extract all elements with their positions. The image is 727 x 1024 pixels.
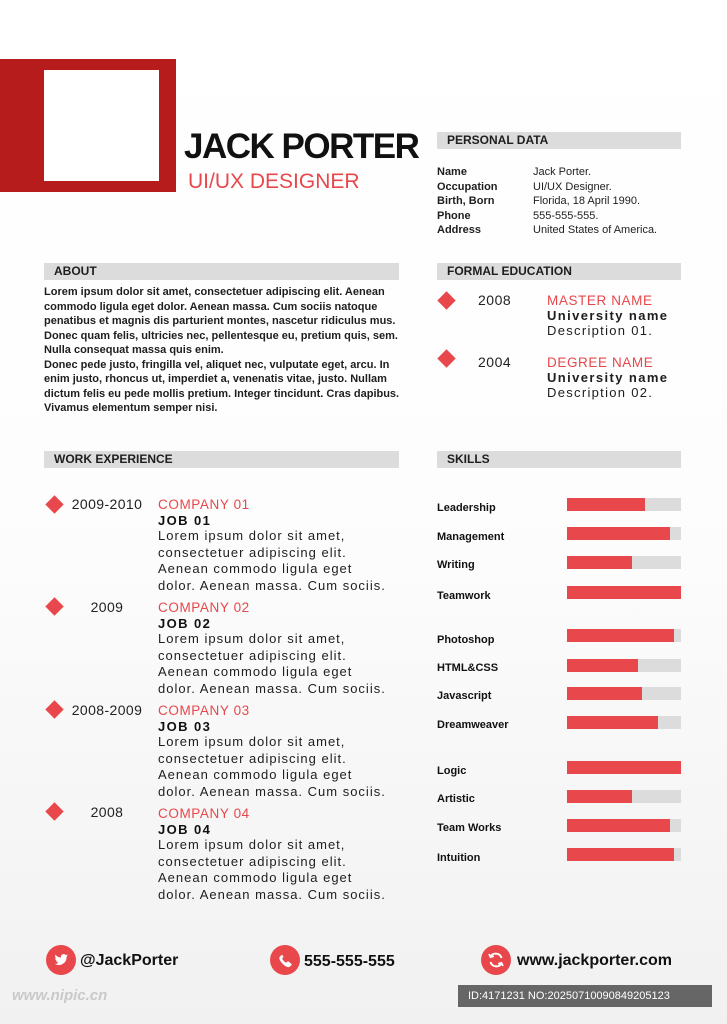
personal-data-value: 555-555-555.: [533, 209, 599, 222]
job-item: [158, 806, 408, 903]
skill-bar-fill: [567, 761, 681, 774]
skill-bar-fill: [567, 498, 645, 511]
about-paragraph: Donec pede justo, fringilla vel, aliquet nec, vulputate eget, arcu. In enim justo, rhoncus ut, imperdiet a, venenatis vitae, justo. Nullam dictum felis eu pede mollis pretium. Integer tincidunt. Cras dapibus. Vivamus elementum semper nisi.: [44, 358, 400, 414]
job-description-line: Aenean commodo ligula eget: [158, 664, 353, 679]
education-year: 2008: [478, 292, 512, 308]
skill-bar-track: [567, 790, 681, 803]
education-year: 2004: [478, 354, 512, 370]
skill-bar-track: [567, 659, 681, 672]
personal-data-value: Florida, 18 April 1990.: [533, 195, 641, 207]
job-description-line: Aenean commodo ligula eget: [158, 870, 353, 885]
job-role-subtitle: UI/UX DESIGNER: [188, 170, 360, 193]
watermark-site: www.nipic.cn: [12, 987, 108, 1004]
job-year: 2009-2010: [71, 496, 143, 512]
job-description-line: Aenean commodo ligula eget: [158, 561, 353, 576]
skill-bar-track: [567, 498, 681, 511]
job-description-line: Lorem ipsum dolor sit amet,: [158, 631, 346, 646]
job-description-line: consectetuer adipiscing elit.: [158, 853, 347, 869]
diamond-bullet-icon: [437, 291, 455, 309]
skill-name: HTML&CSS: [437, 662, 499, 674]
job-company: COMPANY 03: [158, 703, 250, 718]
skill-name: Logic: [437, 765, 467, 777]
skill-bar-track: [567, 761, 681, 774]
job-description-line: Lorem ipsum dolor sit amet,: [158, 528, 346, 543]
job-item: [158, 703, 408, 800]
education-header: FORMAL EDUCATION: [437, 263, 681, 280]
job-item: [158, 497, 408, 594]
job-description-line: consectetuer adipiscing elit.: [158, 544, 347, 560]
skill-bar-track: [567, 819, 681, 832]
skill-name: Photoshop: [437, 634, 495, 646]
skill-bar-fill: [567, 819, 670, 832]
job-description-line: dolor. Aenean massa. Cum sociis.: [158, 783, 386, 799]
photo-placeholder: [44, 70, 159, 181]
skill-bar-track: [567, 527, 681, 540]
education-description: Description 02.: [547, 385, 654, 400]
education-degree: DEGREE NAME: [547, 355, 654, 370]
personal-data-value: UI/UX Designer.: [533, 180, 612, 193]
job-company: COMPANY 01: [158, 497, 250, 512]
job-description-line: Lorem ipsum dolor sit amet,: [158, 734, 346, 749]
personal-data-row: [437, 165, 697, 180]
skill-bar-track: [567, 716, 681, 729]
job-title: JOB 01: [158, 513, 212, 528]
job-year: 2009: [90, 599, 124, 615]
job-year: 2008: [90, 804, 124, 820]
skill-bar-fill: [567, 790, 632, 803]
job-item: [158, 600, 408, 697]
watermark-id: ID:4171231 NO:20250710090849205123: [458, 985, 712, 1007]
about-header: ABOUT: [44, 263, 399, 280]
personal-data-value: United States of America.: [533, 224, 658, 236]
skill-bar-fill: [567, 586, 681, 599]
skill-name: Teamwork: [437, 590, 491, 602]
about-text: [44, 285, 406, 416]
job-title: JOB 04: [158, 822, 212, 837]
job-year: 2008-2009: [71, 702, 143, 718]
skill-name: Writing: [437, 559, 475, 571]
job-description-line: Lorem ipsum dolor sit amet,: [158, 837, 346, 852]
skill-bar-fill: [567, 716, 658, 729]
job-title: JOB 03: [158, 719, 212, 734]
education-university: University name: [547, 308, 669, 323]
work-experience-header: WORK EXPERIENCE: [44, 451, 399, 468]
personal-data-header: PERSONAL DATA: [437, 132, 681, 149]
job-company: COMPANY 04: [158, 806, 250, 821]
job-description-line: dolor. Aenean massa. Cum sociis.: [158, 577, 386, 593]
skill-bar-fill: [567, 629, 674, 642]
education-degree: MASTER NAME: [547, 293, 653, 308]
job-description-line: dolor. Aenean massa. Cum sociis.: [158, 680, 386, 696]
skill-bar-fill: [567, 687, 642, 700]
job-title: JOB 02: [158, 616, 212, 631]
skill-name: Management: [437, 531, 505, 543]
skill-bar-fill: [567, 659, 638, 672]
skill-bar-track: [567, 848, 681, 861]
personal-data-value: Jack Porter.: [533, 166, 592, 178]
skill-bar-fill: [567, 556, 632, 569]
website-refresh-icon: [481, 945, 511, 975]
personal-data-label: Phone: [437, 209, 471, 222]
skill-bar-track: [567, 586, 681, 599]
skill-name: Artistic: [437, 793, 475, 805]
education-university: University name: [547, 370, 669, 385]
skills-header: SKILLS: [437, 451, 681, 468]
personal-data-label: Occupation: [437, 180, 498, 193]
skill-bar-track: [567, 629, 681, 642]
skill-bar-track: [567, 687, 681, 700]
skill-name: Intuition: [437, 852, 481, 864]
personal-data-row: [437, 209, 697, 224]
skill-bar-fill: [567, 527, 670, 540]
personal-data-row: [437, 223, 697, 238]
personal-data-label: Address: [437, 224, 482, 236]
education-item: [547, 293, 668, 338]
job-description-line: consectetuer adipiscing elit.: [158, 647, 347, 663]
about-paragraph: Lorem ipsum dolor sit amet, consectetuer adipiscing elit. Aenean commodo ligula eget dolor. Aenean massa. Cum sociis natoque penatibus et magnis dis parturient montes, nascetur ridiculus mus. Donec quam felis, ultricies nec, pellentesque eu, pretium quis, sem. Nulla consequat massa quis enim.: [44, 286, 398, 356]
page-title-name: JACK PORTER: [184, 127, 419, 166]
skill-bar-track: [567, 556, 681, 569]
skill-bar-fill: [567, 848, 674, 861]
job-company: COMPANY 02: [158, 600, 250, 615]
skill-name: Team Works: [437, 822, 502, 834]
personal-data-label: Birth, Born: [437, 195, 495, 207]
job-description-line: Aenean commodo ligula eget: [158, 767, 353, 782]
website-url[interactable]: www.jackporter.com: [517, 952, 673, 969]
diamond-bullet-icon: [437, 349, 455, 367]
job-description-line: dolor. Aenean massa. Cum sociis.: [158, 886, 386, 902]
personal-data-label: Name: [437, 166, 467, 178]
education-item: [547, 355, 668, 400]
skill-name: Leadership: [437, 502, 496, 514]
education-description: Description 01.: [547, 323, 654, 338]
phone-icon: [270, 945, 300, 975]
personal-data-row: [437, 194, 697, 209]
skill-name: Dreamweaver: [437, 719, 509, 731]
job-description-line: consectetuer adipiscing elit.: [158, 750, 347, 766]
twitter-icon: [46, 945, 76, 975]
personal-data-row: [437, 180, 697, 195]
twitter-handle[interactable]: @JackPorter: [80, 952, 179, 969]
phone-number[interactable]: 555-555-555: [304, 953, 395, 970]
skill-name: Javascript: [437, 690, 492, 702]
